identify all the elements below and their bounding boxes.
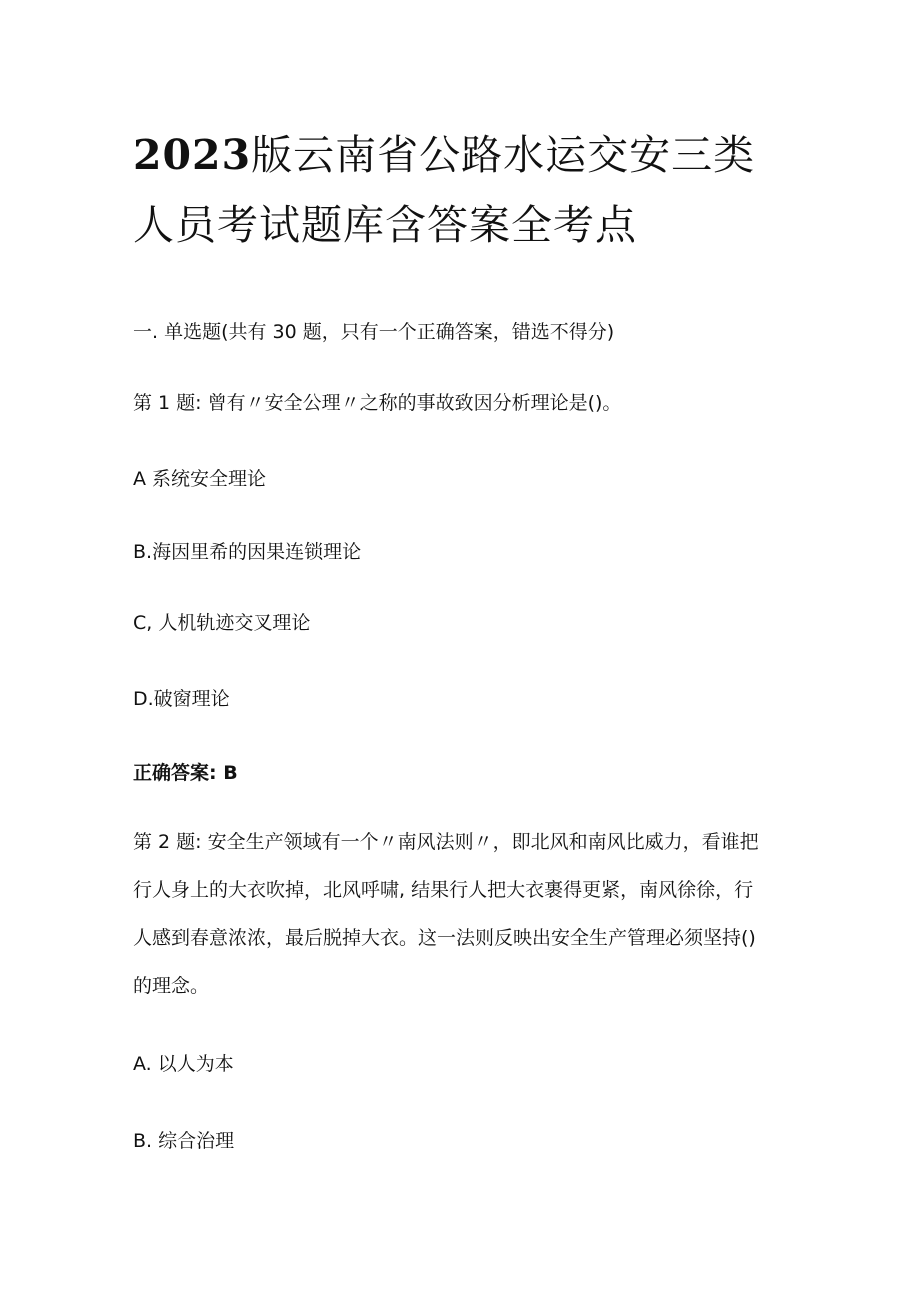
question-2-stem bbox=[133, 818, 793, 1010]
title-line-1-text: 版云南省公路水运交安三类 bbox=[251, 131, 756, 179]
section-heading: 一. 单选题(共有 30 题，只有一个正确答案，错选不得分) bbox=[133, 321, 615, 343]
document-title bbox=[133, 120, 833, 260]
title-line-1 bbox=[133, 131, 755, 179]
title-line-2: 人员考试题库含答案全考点 bbox=[133, 201, 637, 249]
question-1-answer: 正确答案: B bbox=[133, 762, 238, 784]
title-year: 2023 bbox=[133, 131, 252, 179]
question-2-stem-line: 第 2 题: 安全生产领域有一个〃南风法则〃，即北风和南风比威力，看谁把 bbox=[133, 831, 759, 853]
question-1-option-c: C, 人机轨迹交叉理论 bbox=[133, 612, 311, 634]
question-2-stem-line: 的理念。 bbox=[133, 975, 210, 997]
question-1-option-d: D.破窗理论 bbox=[133, 688, 230, 710]
question-2-option-b: B. 综合治理 bbox=[133, 1130, 235, 1152]
question-1-option-a: A 系统安全理论 bbox=[133, 468, 267, 490]
question-2-stem-line: 行人身上的大衣吹掉，北风呼啸, 结果行人把大衣裹得更紧，南风徐徐，行 bbox=[133, 879, 754, 901]
question-2-option-a: A. 以人为本 bbox=[133, 1053, 234, 1075]
question-1-option-b: B.海因里希的因果连锁理论 bbox=[133, 541, 362, 563]
question-1-stem: 第 1 题: 曾有〃安全公理〃之称的事故致因分析理论是()。 bbox=[133, 392, 622, 414]
question-2-stem-line: 人感到春意浓浓，最后脱掉大衣。这一法则反映出安全生产管理必须坚持() bbox=[133, 927, 756, 949]
